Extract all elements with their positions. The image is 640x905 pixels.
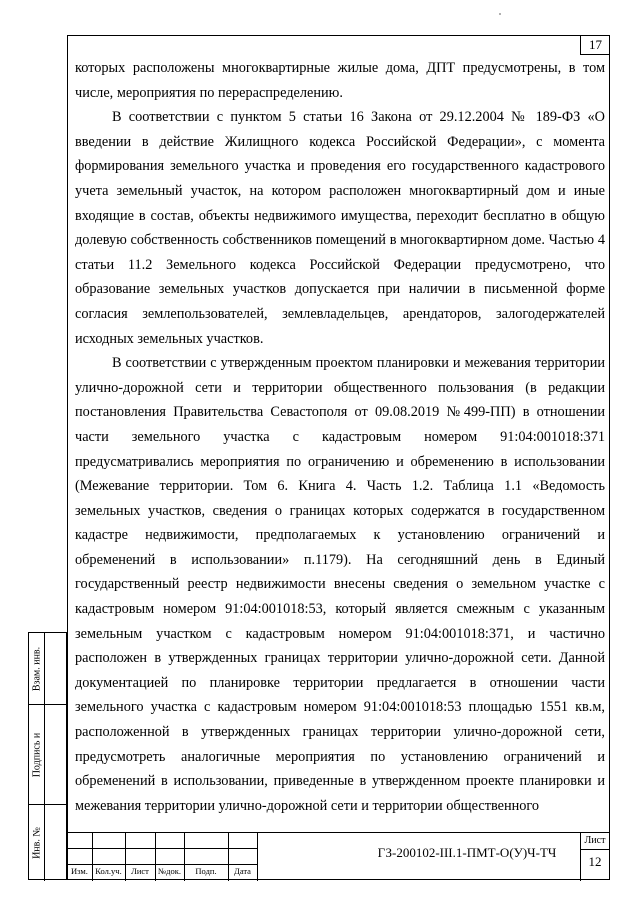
- strip-label-cell: [29, 705, 45, 804]
- title-block: [67, 832, 610, 880]
- strip-label-cell: [29, 633, 45, 704]
- strip-cell-2: [29, 705, 66, 805]
- label-podpis: Подпись и: [31, 732, 42, 777]
- header-izm: Изм.: [71, 866, 88, 876]
- document-code: ГЗ-200102-III.1-ПМТ-О(У)Ч-ТЧ: [377, 845, 557, 860]
- side-stamp-strip: [28, 632, 67, 880]
- paragraph-2: В соответствии с пунктом 5 статьи 16 Закона от 29.12.2004 № 189-ФЗ «О введении в действие Жилищного кодекса Российской Федерации», с момента формирования земельного участка и проведения его государственного кадастрового учета земельный участок, на котором расположен многоквартирный дом и иные входящие в состав, объекты недвижимого имущества, переходит бесплатно в общую долевую собственность собственников помещений в многоквартирном доме. Частью 4 статьи 11.2 Земельного кодекса Российской Федерации предусмотрено, что образование земельных участков допускается при наличии в письменной форме согласия землепользователей, землевладельцев, арендаторов, залогодержателей исходных земельных участков.: [75, 109, 605, 347]
- header-list: Лист: [131, 866, 149, 876]
- sheet-number: 12: [588, 854, 602, 869]
- paragraph-3: В соответствии с утвержденным проектом планировки и межевания территории улично-дорожной сети и территории общественного пользования (в редакции постановления Правительства Севастополя от 09.08.2019 №499-ПП) в отношении части земельного участка с кадастровым номером 91:04:001018:371 предусматривались мероприятия по ограничению и обременению в использовании (Межевание территории. Том 6. Книга 4. Часть 1.2. Таблица 1.1 «Ведомость земельных участков, сведения о границах которых содержатся в государственном кадастре недвижимости, предполагаемых к установлению ограничений и обременений в использовании» п.1179). На сегодняшний день в Единый государственный реестр недвижимости внесены сведения о земельном участке с кадастровым номером 91:04:001018:53, который является смежным с указанным земельным участком с кадастровым номером 91:04:001018:371, и частично расположен в утвержденных границах территории улично-дорожной сети. Данной документацией по планировке территории предлагается в отношении части земельного участка с кадастровым номером 91:04:001018:53 площадью 1551 кв.м, расположенной в утвержденных границах территории улично-дорожной сети, предусмотреть аналогичные мероприятия по установлению ограничений и обременений в использовании, приведенные в утвержденном проекте планировки и межевания территории улично-дорожной сети и территории общественного: [75, 355, 605, 814]
- strip-label-cell: [29, 805, 45, 881]
- label-inv-no: Инв. №: [31, 827, 42, 859]
- sheet-label: Лист: [584, 835, 606, 846]
- strip-cell-1: [29, 633, 66, 705]
- scan-speck: [499, 13, 501, 15]
- paragraph-1: которых расположены многоквартирные жилые дома, ДПТ предусмотрены, в том числе, мероприятия по перераспределению.: [75, 60, 605, 101]
- document-body: [75, 56, 605, 818]
- header-kol-uch: Кол.уч.: [95, 866, 122, 876]
- header-podp: Подп.: [195, 866, 217, 876]
- strip-cell-3: [29, 805, 66, 881]
- header-data: Дата: [234, 866, 251, 876]
- page-corner-number: 17: [580, 35, 610, 55]
- header-ndok: №док.: [158, 866, 181, 876]
- label-vzam-inv: Взам. инв.: [31, 646, 42, 691]
